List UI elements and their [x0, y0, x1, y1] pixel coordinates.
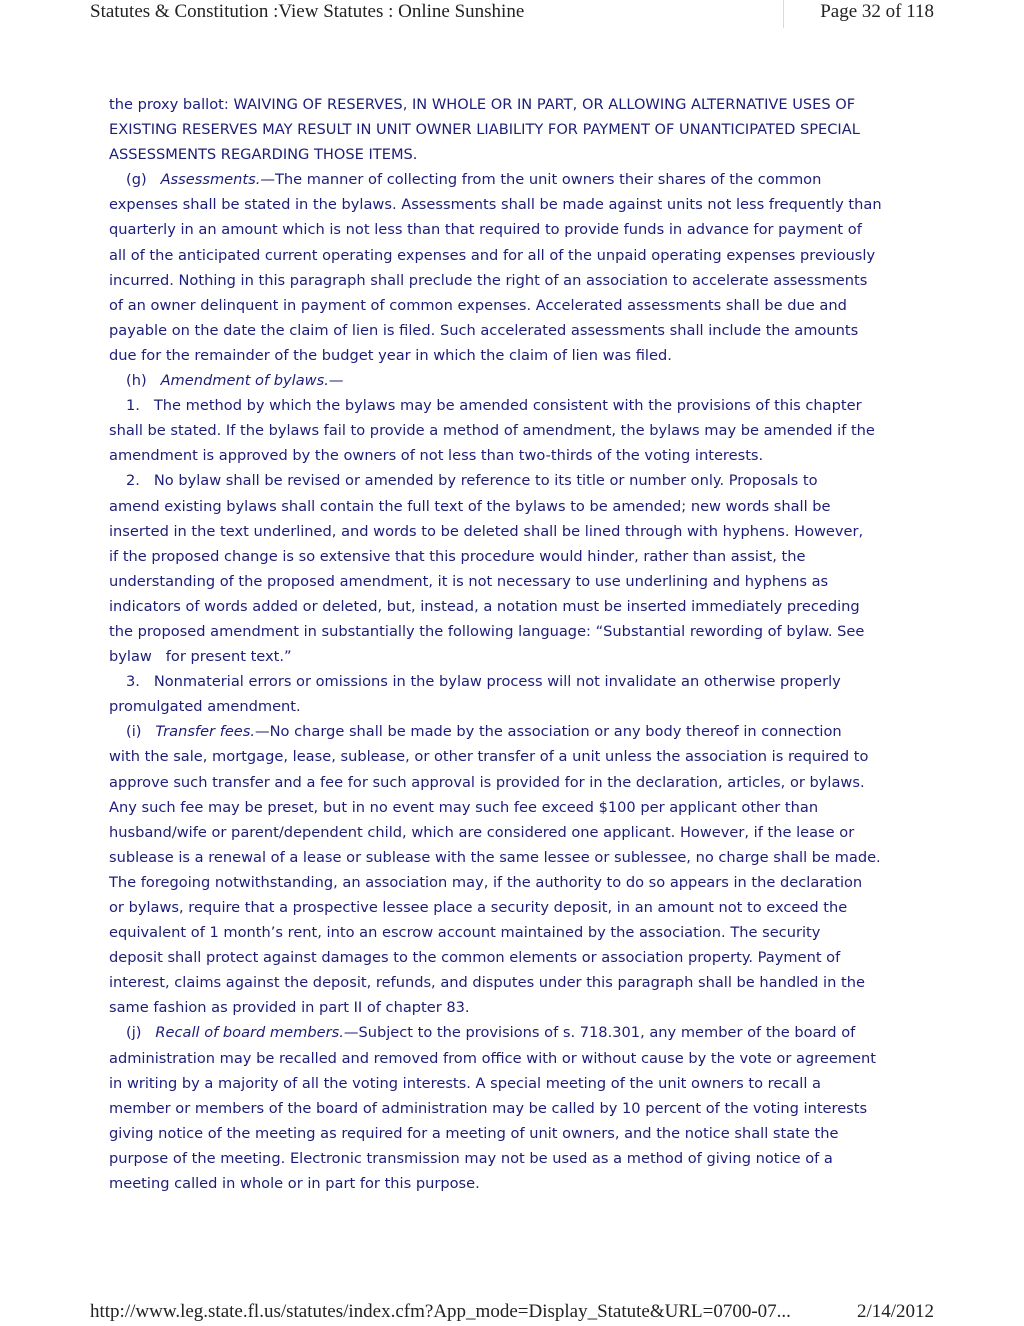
text-line: shall be stated. If the bylaws fail to provide a method of amendment, the bylaws may be amended if the: [109, 422, 875, 440]
text-line: incurred. Nothing in this paragraph shall preclude the right of an association to accelerate assessments: [109, 271, 868, 289]
print-date: 2/14/2012: [856, 1301, 934, 1322]
paragraph-h-text: —: [328, 372, 344, 390]
paragraph-h-heading: [109, 368, 909, 393]
paragraph-g-title: Assessments.: [160, 171, 261, 189]
paragraph-j-text: —Subject to the provisions of s. 718.301, any member of the board of: [343, 1024, 856, 1042]
paragraph-g-text: —The manner of collecting from the unit owners their shares of the common: [260, 171, 822, 189]
subparagraph-1: 1. The method by which the bylaws may be amended consistent with the provisions of this chapter: [126, 397, 862, 415]
text-line: The foregoing notwithstanding, an association may, if the authority to do so appears in the declaration: [109, 873, 863, 891]
text-line: interest, claims against the deposit, refunds, and disputes under this paragraph shall be handled in the: [109, 974, 865, 992]
text-line: payable on the date the claim of lien is filed. Such accelerated assessments shall include the amounts: [109, 321, 859, 339]
text-line: husband/wife or parent/dependent child, which are considered one applicant. However, if the lease or: [109, 823, 855, 841]
text-line: ASSESSMENTS REGARDING THOSE ITEMS.: [109, 146, 418, 164]
text-line: bylaw for present text.”: [109, 648, 292, 666]
text-line: approve such transfer and a fee for such approval is provided for in the declaration, articles, or bylaws.: [109, 773, 865, 791]
text-line: expenses shall be stated in the bylaws. Assessments shall be made against units not less frequently than: [109, 196, 882, 214]
text-line: understanding of the proposed amendment, it is not necessary to use underlining and hyphens as: [109, 572, 829, 590]
text-line: indicators of words added or deleted, but, instead, a notation must be inserted immediately preceding: [109, 597, 860, 615]
paragraph-h-title: Amendment of bylaws.: [160, 372, 329, 390]
document-title: Statutes & Constitution :View Statutes : Online Sunshine: [90, 1, 525, 22]
paragraph-g-heading: [109, 167, 909, 192]
paragraph-h-number: (h): [126, 372, 161, 390]
text-line: amend existing bylaws shall contain the full text of the bylaws to be amended; new words shall be: [109, 497, 831, 515]
text-line: same fashion as provided in part II of chapter 83.: [109, 999, 470, 1017]
page-number: Page 32 of 118: [820, 1, 934, 22]
text-line: member or members of the board of administration may be called by 10 percent of the voting interests: [109, 1099, 868, 1117]
text-line: the proxy ballot: WAIVING OF RESERVES, IN WHOLE OR IN PART, OR ALLOWING ALTERNATIVE USES OF: [109, 96, 856, 113]
text-line: promulgated amendment.: [109, 698, 301, 716]
source-url: http://www.leg.state.fl.us/statutes/index.cfm?App_mode=Display_Statute&URL=0700-07...: [90, 1301, 791, 1322]
text-line: of an owner delinquent in payment of common expenses. Accelerated assessments shall be due and: [109, 296, 847, 314]
paragraph-i-text: —No charge shall be made by the association or any body thereof in connection: [255, 723, 842, 741]
header-divider: [783, 0, 784, 28]
text-line: inserted in the text underlined, and words to be deleted shall be lined through with hyphens. However,: [109, 522, 864, 540]
text-line: or bylaws, require that a prospective lessee place a security deposit, in an amount not to exceed the: [109, 899, 848, 916]
text-line: equivalent of 1 month’s rent, into an escrow account maintained by the association. The security: [109, 924, 821, 942]
text-line: all of the anticipated current operating expenses and for all of the unpaid operating expenses previously: [109, 246, 876, 264]
paragraph-j-heading: [109, 1020, 909, 1045]
paragraph-j-title: Recall of board members.: [155, 1024, 344, 1042]
text-line: purpose of the meeting. Electronic transmission may not be used as a method of giving notice of a: [109, 1149, 833, 1167]
paragraph-i-number: (i): [126, 723, 156, 741]
paragraph-i-heading: [109, 719, 909, 744]
statute-text: [109, 92, 909, 1196]
subparagraph-3: 3. Nonmaterial errors or omissions in the bylaw process will not invalidate an otherwise properly: [126, 673, 841, 691]
paragraph-i-title: Transfer fees.: [155, 723, 256, 741]
text-line: quarterly in an amount which is not less than that required to provide funds in advance for payment of: [109, 221, 862, 239]
text-line: sublease is a renewal of a lease or sublease with the same lessee or sublessee, no charge shall be made.: [109, 848, 881, 866]
text-line: due for the remainder of the budget year in which the claim of lien was filed.: [109, 346, 672, 364]
subparagraph-2: 2. No bylaw shall be revised or amended by reference to its title or number only. Proposals to: [126, 472, 818, 490]
text-line: Any such fee may be preset, but in no event may such fee exceed $100 per applicant other than: [109, 798, 819, 816]
text-line: the proposed amendment in substantially the following language: “Substantial rewording of bylaw. See: [109, 622, 865, 640]
text-line: with the sale, mortgage, lease, sublease, or other transfer of a unit unless the association is required to: [109, 748, 869, 766]
text-line: deposit shall protect against damages to the common elements or association property. Payment of: [109, 949, 841, 967]
paragraph-g-number: (g): [126, 171, 161, 189]
text-line: amendment is approved by the owners of not less than two-thirds of the voting interests.: [109, 447, 764, 465]
text-line: EXISTING RESERVES MAY RESULT IN UNIT OWNER LIABILITY FOR PAYMENT OF UNANTICIPATED SPECIAL: [109, 121, 860, 139]
text-line: if the proposed change is so extensive that this procedure would hinder, rather than assist, the: [109, 547, 806, 565]
text-line: giving notice of the meeting as required for a meeting of unit owners, and the notice shall state the: [109, 1124, 839, 1142]
text-line: in writing by a majority of all the voting interests. A special meeting of the unit owners to recall a: [109, 1074, 821, 1092]
text-line: administration may be recalled and removed from office with or without cause by the vote or agreement: [109, 1049, 876, 1067]
paragraph-j-number: (j): [126, 1024, 156, 1042]
text-line: meeting called in whole or in part for this purpose.: [109, 1175, 480, 1193]
